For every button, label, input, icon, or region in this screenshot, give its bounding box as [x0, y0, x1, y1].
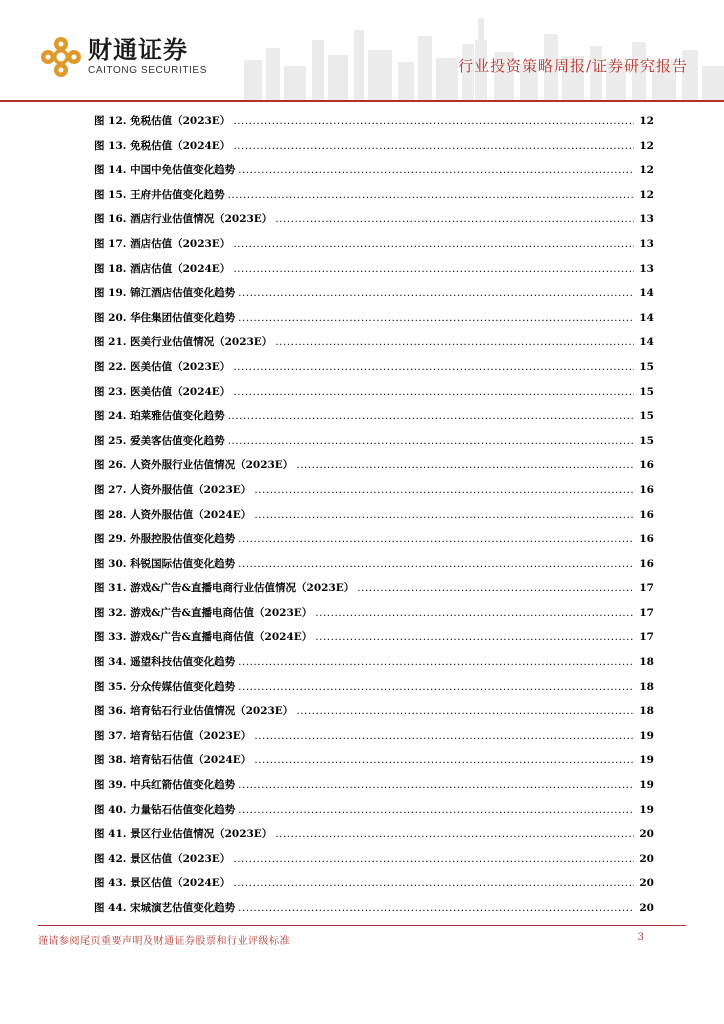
toc-dot-leader [357, 582, 634, 594]
figure-list [94, 113, 654, 925]
toc-entry[interactable] [94, 310, 654, 335]
toc-dot-leader [238, 533, 634, 545]
toc-entry[interactable] [94, 851, 654, 876]
toc-entry[interactable] [94, 113, 654, 138]
toc-entry-page: 19 [639, 779, 654, 792]
toc-entry-page: 20 [639, 852, 654, 865]
toc-entry-page: 20 [639, 902, 654, 914]
toc-entry-label: 图 34. 遥望科技估值变化趋势 [94, 656, 236, 669]
toc-entry-page: 17 [639, 606, 654, 619]
toc-entry-label: 图 43. 景区估值（2024E） [94, 877, 231, 890]
toc-entry[interactable] [94, 826, 654, 851]
toc-entry[interactable] [94, 261, 654, 286]
footer-disclaimer: 谨请参阅尾页重要声明及财通证券股票和行业评级标准 [38, 936, 290, 947]
toc-entry[interactable] [94, 777, 654, 802]
toc-dot-leader [238, 804, 634, 816]
toc-entry-page: 14 [639, 287, 654, 300]
toc-entry-label: 图 20. 华住集团估值变化趋势 [94, 311, 236, 324]
toc-dot-leader [275, 336, 634, 348]
toc-dot-leader [238, 681, 634, 693]
toc-entry[interactable] [94, 457, 654, 482]
toc-entry-label: 图 29. 外服控股估值变化趋势 [94, 533, 236, 546]
toc-entry-page: 14 [639, 336, 654, 349]
toc-entry[interactable] [94, 605, 654, 630]
toc-entry[interactable] [94, 580, 654, 605]
toc-entry-page: 17 [639, 631, 654, 644]
toc-entry-page: 15 [639, 410, 654, 423]
toc-entry-label: 图 39. 中兵红箭估值变化趋势 [94, 779, 236, 792]
toc-entry-label: 图 36. 培育钻石行业估值情况（2023E） [94, 705, 294, 718]
toc-dot-leader [238, 902, 634, 914]
toc-dot-leader [233, 853, 634, 865]
toc-entry[interactable] [94, 359, 654, 384]
toc-entry-page: 15 [639, 385, 654, 398]
toc-entry-page: 14 [639, 311, 654, 324]
toc-dot-leader [315, 631, 634, 643]
toc-entry-label: 图 14. 中国中免估值变化趋势 [94, 164, 236, 177]
toc-entry-page: 12 [639, 139, 654, 152]
toc-entry-page: 18 [639, 656, 654, 669]
toc-dot-leader [233, 263, 634, 275]
toc-entry-label: 图 42. 景区估值（2023E） [94, 852, 231, 865]
toc-entry[interactable] [94, 236, 654, 261]
toc-entry[interactable] [94, 138, 654, 163]
toc-dot-leader [275, 828, 634, 840]
toc-entry-label: 图 37. 培育钻石估值（2023E） [94, 729, 252, 742]
logo-english-name: CAITONG SECURITIES [88, 65, 207, 76]
toc-entry-label: 图 27. 人资外服估值（2023E） [94, 483, 252, 496]
toc-entry[interactable] [94, 482, 654, 507]
toc-entry[interactable] [94, 875, 654, 900]
toc-entry-page: 13 [639, 237, 654, 250]
toc-dot-leader [315, 607, 634, 619]
toc-entry-label: 图 24. 珀莱雅估值变化趋势 [94, 410, 225, 423]
toc-entry-label: 图 15. 王府井估值变化趋势 [94, 188, 225, 201]
toc-entry[interactable] [94, 629, 654, 654]
toc-entry-page: 12 [639, 188, 654, 201]
toc-entry-label: 图 31. 游戏&广告&直播电商行业估值情况（2023E） [94, 582, 355, 595]
toc-entry-label: 图 18. 酒店估值（2024E） [94, 262, 231, 275]
toc-entry-label: 图 12. 免税估值（2023E） [94, 115, 231, 127]
toc-dot-leader [254, 730, 634, 742]
toc-dot-leader [238, 656, 634, 668]
toc-entry-page: 20 [639, 828, 654, 841]
toc-dot-leader [233, 238, 634, 250]
toc-entry-label: 图 13. 免税估值（2024E） [94, 139, 231, 152]
toc-entry[interactable] [94, 802, 654, 827]
toc-entry-page: 19 [639, 729, 654, 742]
toc-entry-page: 16 [639, 533, 654, 546]
toc-entry-label: 图 32. 游戏&广告&直播电商估值（2023E） [94, 606, 313, 619]
toc-entry[interactable] [94, 531, 654, 556]
company-logo [40, 36, 207, 78]
toc-dot-leader [233, 140, 634, 152]
toc-dot-leader [233, 361, 634, 373]
toc-dot-leader [228, 435, 634, 447]
toc-entry-page: 16 [639, 508, 654, 521]
toc-entry-page: 15 [639, 434, 654, 447]
header-divider [0, 100, 724, 102]
toc-entry[interactable] [94, 654, 654, 679]
toc-entry[interactable] [94, 900, 654, 925]
toc-dot-leader [238, 312, 634, 324]
toc-dot-leader [233, 386, 634, 398]
footer-divider [38, 925, 686, 926]
toc-entry[interactable] [94, 187, 654, 212]
toc-dot-leader [233, 115, 634, 127]
toc-dot-leader [254, 484, 634, 496]
toc-entry-label: 图 17. 酒店估值（2023E） [94, 237, 231, 250]
toc-dot-leader [238, 779, 634, 791]
toc-entry-label: 图 30. 科锐国际估值变化趋势 [94, 557, 236, 570]
toc-entry[interactable] [94, 384, 654, 409]
report-type-title: 行业投资策略周报/证券研究报告 [457, 57, 688, 75]
toc-entry-label: 图 23. 医美估值（2024E） [94, 385, 231, 398]
toc-entry[interactable] [94, 285, 654, 310]
toc-dot-leader [238, 164, 634, 176]
toc-entry-label: 图 16. 酒店行业估值情况（2023E） [94, 213, 273, 226]
page-number: 3 [637, 932, 644, 943]
toc-entry-label: 图 25. 爱美客估值变化趋势 [94, 434, 225, 447]
toc-entry-page: 18 [639, 705, 654, 718]
toc-entry[interactable] [94, 162, 654, 187]
toc-entry-page: 13 [639, 262, 654, 275]
toc-dot-leader [238, 558, 634, 570]
toc-entry[interactable] [94, 211, 654, 236]
toc-entry[interactable] [94, 703, 654, 728]
toc-entry-page: 13 [639, 213, 654, 226]
toc-entry[interactable] [94, 728, 654, 753]
logo-mark-icon [40, 36, 82, 78]
toc-entry[interactable] [94, 408, 654, 433]
toc-entry[interactable] [94, 679, 654, 704]
toc-entry-page: 20 [639, 877, 654, 890]
toc-dot-leader [275, 213, 634, 225]
toc-dot-leader [296, 705, 634, 717]
toc-entry-page: 16 [639, 459, 654, 472]
toc-entry-page: 16 [639, 483, 654, 496]
toc-dot-leader [228, 410, 634, 422]
toc-dot-leader [238, 287, 634, 299]
toc-entry-page: 19 [639, 803, 654, 816]
toc-entry-label: 图 35. 分众传媒估值变化趋势 [94, 680, 236, 693]
toc-entry-label: 图 28. 人资外服估值（2024E） [94, 508, 252, 521]
toc-dot-leader [228, 189, 634, 201]
city-skyline-watermark [204, 0, 724, 100]
page-header [0, 0, 724, 104]
toc-entry-page: 15 [639, 360, 654, 373]
toc-entry-label: 图 21. 医美行业估值情况（2023E） [94, 336, 273, 349]
toc-entry-label: 图 38. 培育钻石估值（2024E） [94, 754, 252, 767]
toc-dot-leader [296, 459, 634, 471]
toc-entry[interactable] [94, 334, 654, 359]
toc-entry-label: 图 26. 人资外服行业估值情况（2023E） [94, 459, 294, 472]
toc-entry[interactable] [94, 752, 654, 777]
logo-chinese-name: 财通证券 [88, 36, 188, 64]
toc-entry-label: 图 33. 游戏&广告&直播电商估值（2024E） [94, 631, 313, 644]
toc-entry-label: 图 22. 医美估值（2023E） [94, 360, 231, 373]
toc-entry[interactable] [94, 433, 654, 458]
toc-entry-label: 图 40. 力量钻石估值变化趋势 [94, 803, 236, 816]
toc-entry-page: 18 [639, 680, 654, 693]
toc-entry-page: 19 [639, 754, 654, 767]
toc-entry-label: 图 44. 宋城演艺估值变化趋势 [94, 902, 236, 914]
toc-dot-leader [254, 509, 634, 521]
toc-dot-leader [233, 877, 634, 889]
toc-entry-label: 图 19. 锦江酒店估值变化趋势 [94, 287, 236, 300]
toc-entry-page: 16 [639, 557, 654, 570]
toc-entry-page: 12 [639, 115, 654, 127]
toc-entry-page: 12 [639, 164, 654, 177]
toc-entry-label: 图 41. 景区行业估值情况（2023E） [94, 828, 273, 841]
toc-entry[interactable] [94, 556, 654, 581]
toc-dot-leader [254, 754, 634, 766]
toc-entry-page: 17 [639, 582, 654, 595]
toc-entry[interactable] [94, 507, 654, 532]
